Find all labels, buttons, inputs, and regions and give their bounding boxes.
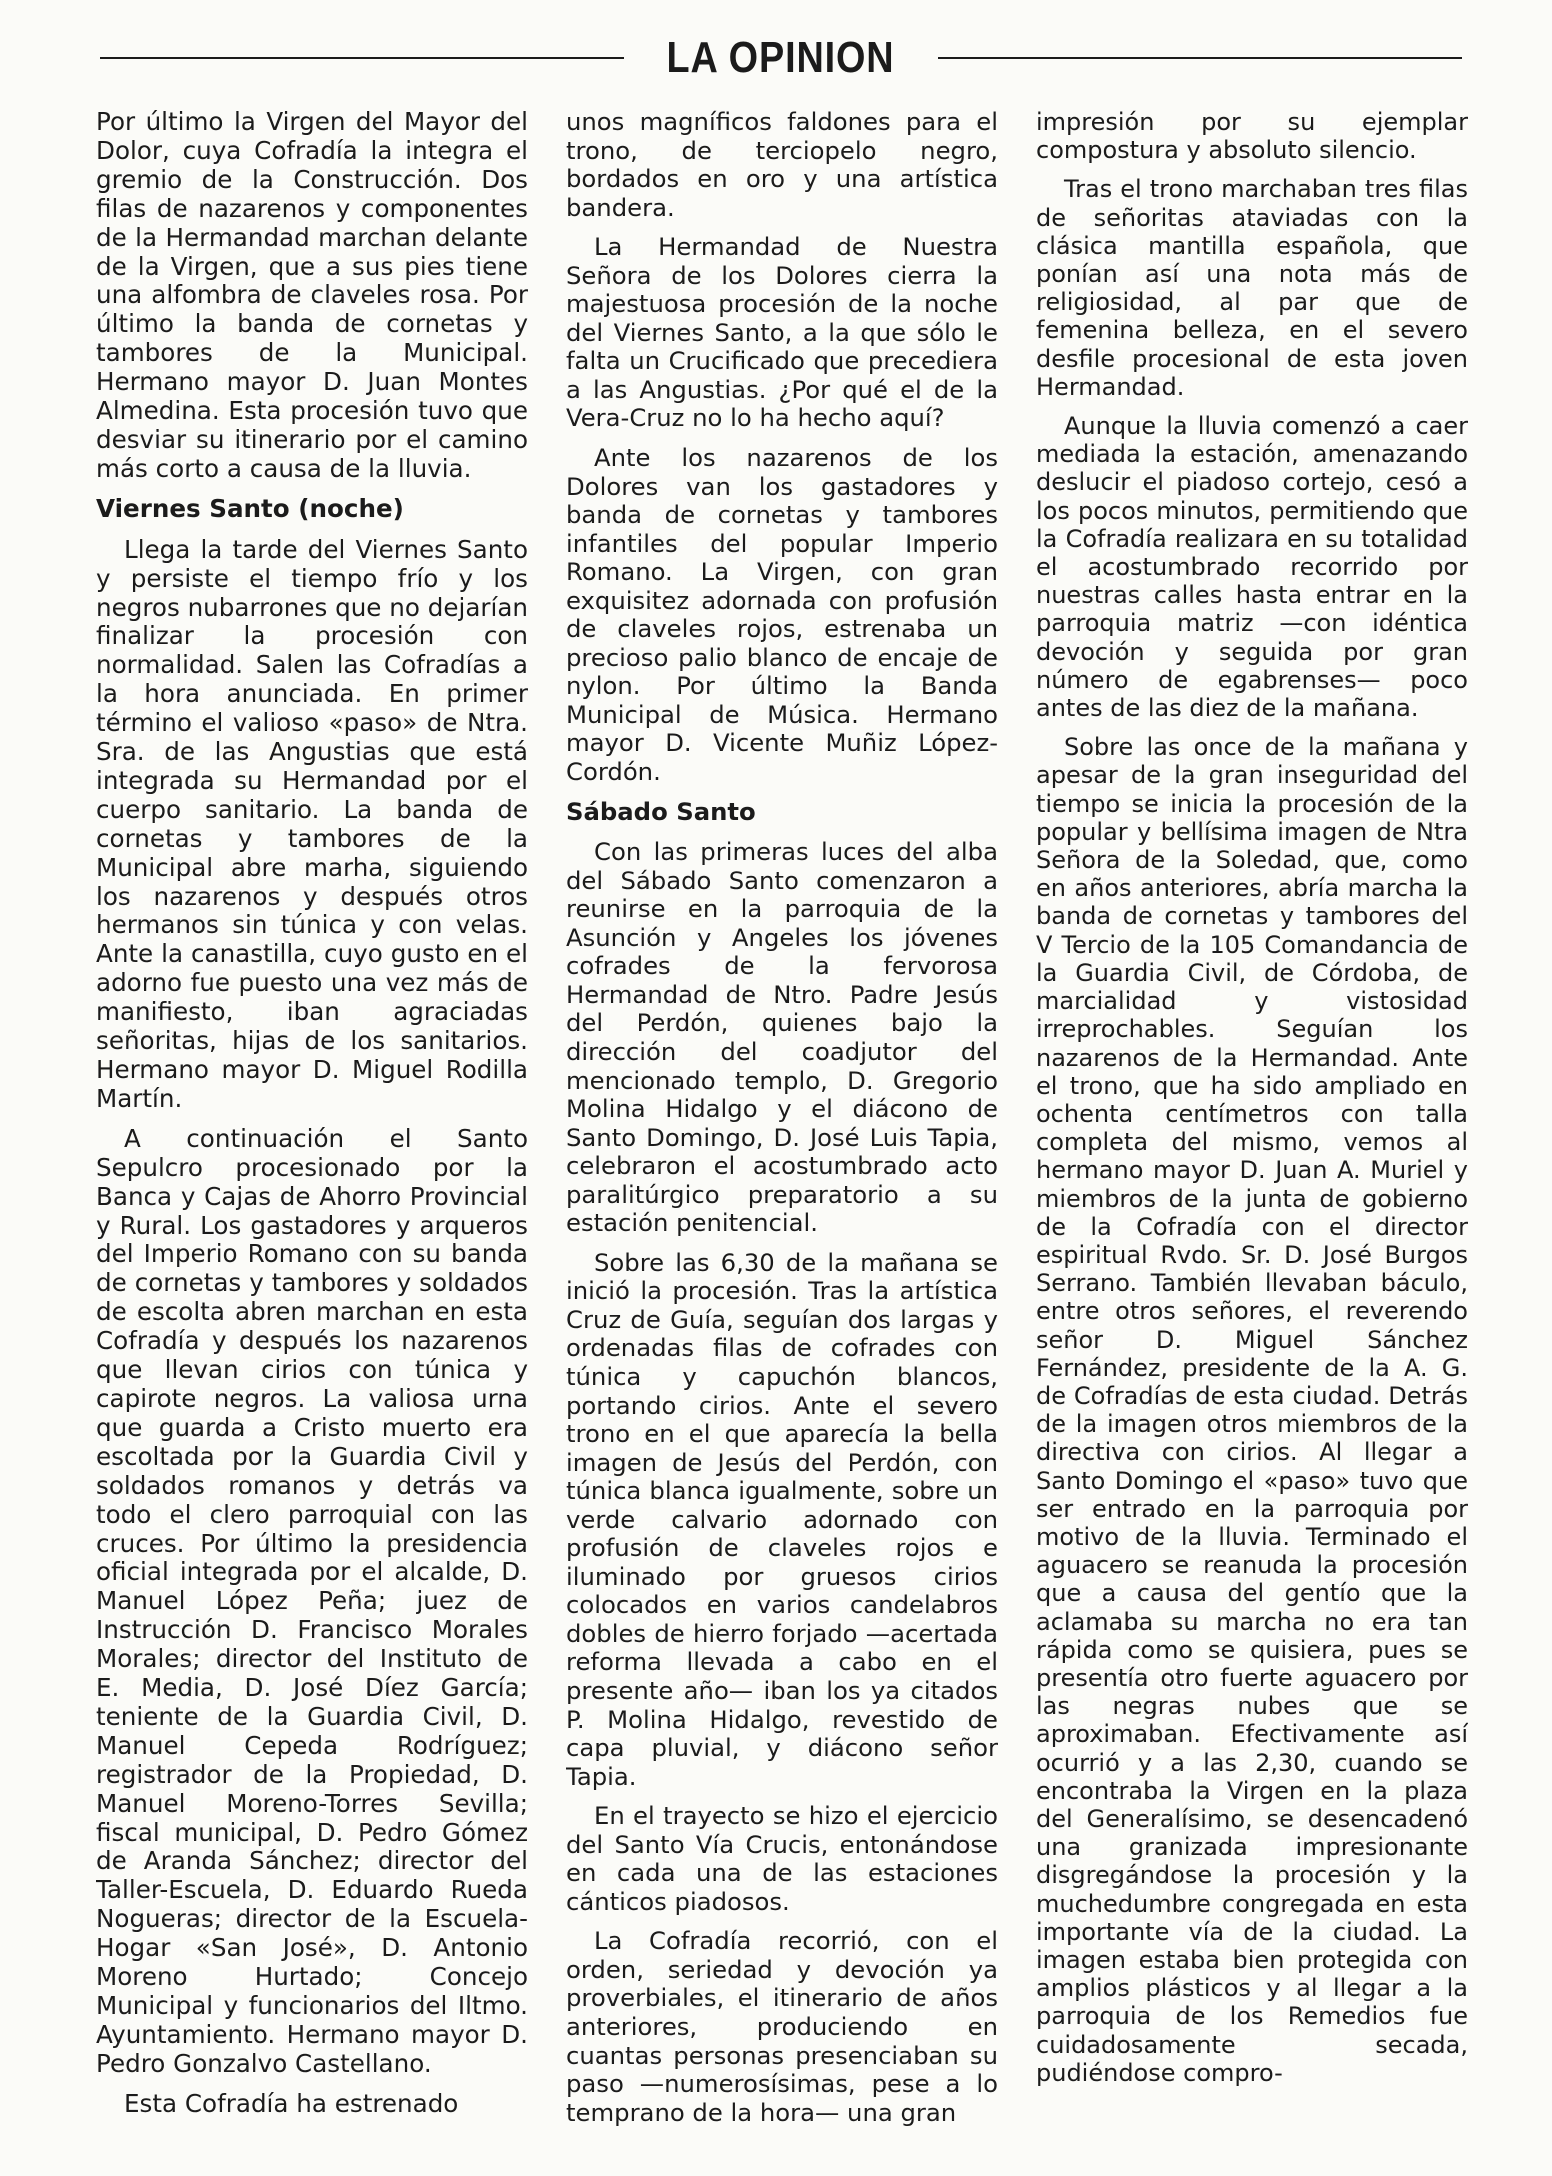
paragraph: unos magníficos faldones para el trono, de terciopelo negro, bordados en oro y una artística bandera. [566,108,998,222]
page-title: LA OPINION [667,33,895,82]
masthead [100,30,1462,86]
paragraph: Aunque la lluvia comenzó a caer mediada la estación, amenazando deslucir el piadoso cortejo, cesó a los pocos minutos, permitiendo que la Cofradía realizara en su totalidad el acostumbrado recorrido por nuestras calles hasta entrar en la parroquia matriz —con idéntica devoción y seguida por gran número de egabrenses— poco antes de las diez de la mañana. [1036,412,1468,723]
paragraph: A continuación el Santo Sepulcro procesionado por la Banca y Cajas de Ahorro Provincial y Rural. Los gastadores y arqueros del Imperio Romano con su banda de cornetas y tambores y soldados de escolta abren marchan en esta Cofradía y después los nazarenos que llevan cirios con túnica y capirote negros. La valiosa urna que guarda a Cristo muerto era escoltada por la Guardia Civil y soldados romanos y detrás va todo el clero parroquial con las cruces. Por último la presidencia oficial integrada por el alcalde, D. Manuel López Peña; juez de Instrucción D. Francisco Morales Morales; director del Instituto de E. Media, D. José Díez García; teniente de la Guardia Civil, D. Manuel Cepeda Rodríguez; registrador de la Propiedad, D. Manuel Moreno-Torres Sevilla; fiscal municipal, D. Pedro Gómez de Aranda Sánchez; director del Taller-Escuela, D. Eduardo Rueda Nogueras; director de la Escuela-Hogar «San José», D. Antonio Moreno Hurtado; Concejo Municipal y funcionarios del Iltmo. Ayuntamiento. Hermano mayor D. Pedro Gonzalvo Castellano. [96,1123,528,2078]
section-heading: Sábado Santo [566,796,756,826]
paragraph: impresión por su ejemplar compostura y absoluto silencio. [1036,108,1468,165]
paragraph: Sobre las 6,30 de la mañana se inició la procesión. Tras la artística Cruz de Guía, seguían dos largas y ordenadas filas de cofrades con túnica y capuchón blancos, portando cirios. Ante el severo trono en el que aparecía la bella imagen de Jesús del Perdón, con túnica blanca igualmente, sobre un verde calvario adornado con profusión de claveles rojos e iluminado por gruesos cirios colocados en varios candelabros dobles de hierro forjado —acertada reforma llevada a cabo en el presente año— iban los ya citados P. Molina Hidalgo, revestido de capa pluvial, y diácono señor Tapia. [566,1247,998,1791]
column-1 [96,108,528,2148]
masthead-rule-left [100,57,624,59]
paragraph: Con las primeras luces del alba del Sábado Santo comenzaron a reunirse en la parroquia de la Asunción y Angeles los jóvenes cofrades de la fervorosa Hermandad de Ntro. Padre Jesús del Perdón, quienes bajo la dirección del coadjutor del mencionado templo, D. Gregorio Molina Hidalgo y el diácono de Santo Domingo, D. José Luis Tapia, celebraron el acostumbrado acto paralitúrgico preparatorio a su estación penitencial. [566,837,998,1238]
column-2 [566,108,998,2148]
paragraph: Sobre las once de la mañana y apesar de la gran inseguridad del tiempo se inicia la procesión de la popular y bellísima imagen de Ntra Señora de la Soledad, que, como en años anteriores, abría marcha la banda de cornetas y tambores del V Tercio de la 105 Comandancia de la Guardia Civil, de Córdoba, de marcialidad y vistosidad irreprochables. Seguían los nazarenos de la Hermandad. Ante el trono, que ha sido ampliado en ochenta centímetros con talla completa del mismo, vemos al hermano mayor D. Juan A. Muriel y miembros de la junta de gobierno de la Cofradía con el director espiritual Rvdo. Sr. D. José Burgos Serrano. También llevaban báculo, entre otros señores, el reverendo señor D. Miguel Sánchez Fernández, presidente de la A. G. de Cofradías de esta ciudad. Detrás de la imagen otros miembros de la directiva con cirios. Al llegar a Santo Domingo el «paso» tuvo que ser entrado en la parroquia por motivo de la lluvia. Terminado el aguacero se reanuda la procesión que a causa del gentío que la aclamaba su marcha no era tan rápida como se quisiera, pues se presentía otro fuerte aguacero por las negras nubes que se aproximaban. Efectivamente así ocurrió y a las 2,30, cuando se encontraba la Virgen en la plaza del Generalísimo, se desencadenó una granizada impresionante disgregándose la procesión y la muchedumbre congregada en esta importante vía de la ciudad. La imagen estaba bien protegida con amplios plásticos y al llegar a la parroquia de los Remedios fue cuidadosamente secada, pudiéndose compro- [1036,733,1468,2087]
paragraph: La Hermandad de Nuestra Señora de los Dolores cierra la majestuosa procesión de la noche del Viernes Santo, a la que sólo le falta un Crucificado que precediera a las Angustias. ¿Por qué el de la Vera-Cruz no lo ha hecho aquí? [566,232,998,433]
paragraph: La Cofradía recorrió, con el orden, seriedad y devoción ya proverbiales, el itinerario de años anteriores, produciendo en cuantas personas presenciaban su paso —numerosísimas, pese a lo temprano de la hora— una gran [566,1926,998,2127]
paragraph: Llega la tarde del Viernes Santo y persiste el tiempo frío y los negros nubarrones que no dejarían finalizar la procesión con normalidad. Salen las Cofradías a la hora anunciada. En primer término el valioso «paso» de Ntra. Sra. de las Angustias que está integrada su Hermandad por el cuerpo sanitario. La banda de cornetas y tambores de la Municipal abre marha, siguiendo los nazarenos y después otros hermanos sin túnica y con velas. Ante la canastilla, cuyo gusto en el adorno fue puesto una vez más de manifiesto, iban agraciadas señoritas, hijas de los sanitarios. Hermano mayor D. Miguel Rodilla Martín. [96,534,528,1113]
paragraph: Esta Cofradía ha estrenado [124,2088,459,2118]
section-heading: Viernes Santo (noche) [96,493,404,523]
paragraph: En el trayecto se hizo el ejercicio del Santo Vía Crucis, entonándose en cada una de las estaciones cánticos piadosos. [566,1801,998,1916]
paragraph: Ante los nazarenos de los Dolores van los gastadores y banda de cornetas y tambores infantiles del popular Imperio Romano. La Virgen, con gran exquisitez adornada con profusión de claveles rojos, estrenaba un precioso palio blanco de encaje de nylon. Por último la Banda Municipal de Música. Hermano mayor D. Vicente Muñiz López-Cordón. [566,443,998,787]
article-body [96,108,1468,2148]
paragraph: Tras el trono marchaban tres filas de señoritas ataviadas con la clásica mantilla española, que ponían así una nota más de religiosidad, al par que de femenina belleza, en el severo desfile procesional de esta joven Hermandad. [1036,175,1468,401]
masthead-rule-right [938,57,1462,59]
column-3 [1036,108,1468,2148]
paragraph: Por último la Virgen del Mayor del Dolor, cuya Cofradía la integra el gremio de la Construcción. Dos filas de nazarenos y componentes de la Hermandad marchan delante de la Virgen, que a sus pies tiene una alfombra de claveles rosa. Por último la banda de cornetas y tambores de la Municipal. Hermano mayor D. Juan Montes Almedina. Esta procesión tuvo que desviar su itinerario por el camino más corto a causa de la lluvia. [96,108,528,483]
